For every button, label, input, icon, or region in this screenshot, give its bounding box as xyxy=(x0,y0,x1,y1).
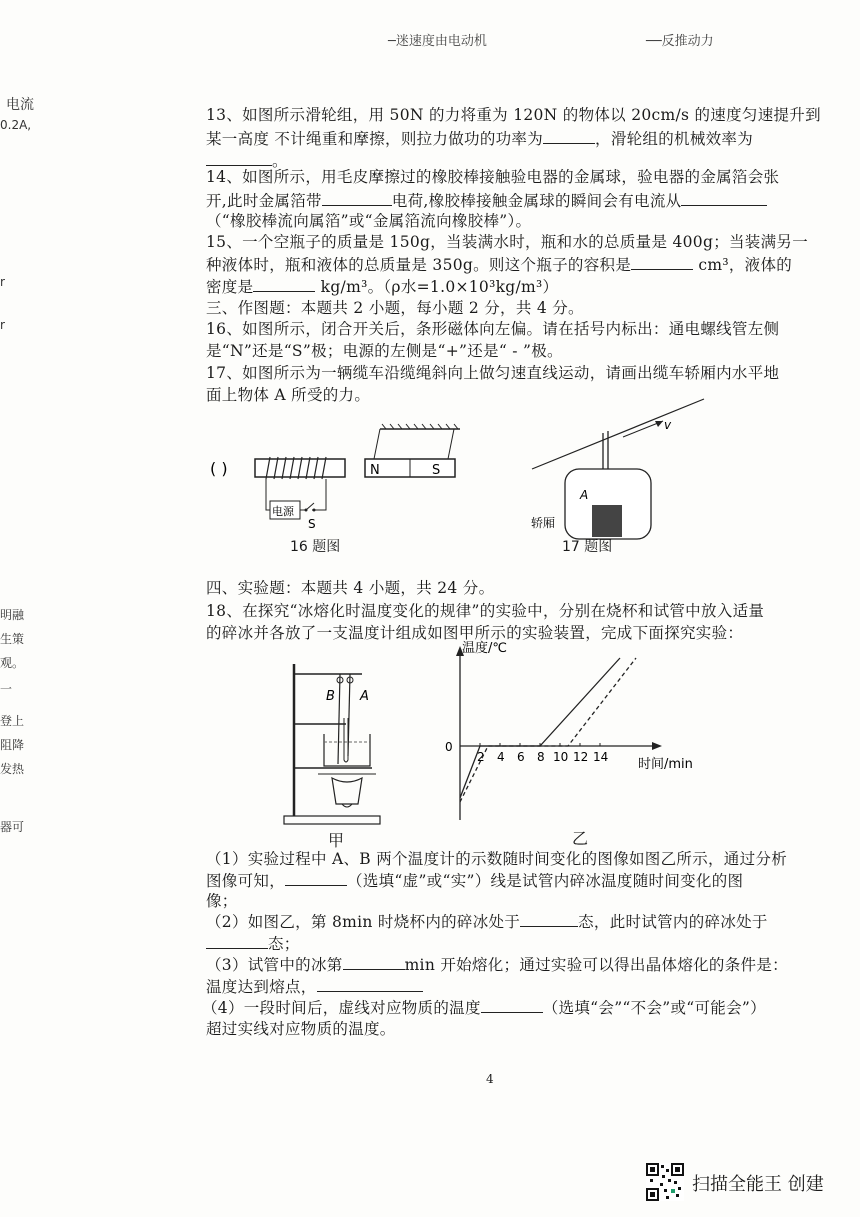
margin-fragment: 观。 xyxy=(0,656,25,670)
qr-code-icon xyxy=(646,1163,684,1201)
q18-p3-line2 xyxy=(206,975,423,998)
q14-line3: （“橡胶棒流向属箔”或“金属箔流向橡胶棒”）。 xyxy=(206,212,532,230)
solid-line xyxy=(460,658,620,798)
q18-p2-text-a: （2）如图乙，第 8min 时烧杯内的碎冰处于 xyxy=(206,913,521,931)
q13-power-blank[interactable] xyxy=(543,127,595,144)
q18-p1-text-b: （选填“虚”或“实”）线是试管内碎冰温度随时间变化的图 xyxy=(347,872,744,890)
figure-16-caption: 16 题图 xyxy=(290,539,341,555)
label-a: A xyxy=(360,689,369,704)
q13-efficiency-blank[interactable] xyxy=(206,149,272,166)
margin-fragment: 明融 xyxy=(0,608,25,622)
q14-text-a: 开,此时金属箔带 xyxy=(206,192,322,210)
q13-text-b: ，滑轮组的机械效率为 xyxy=(595,130,754,148)
x-tick-label: 14 xyxy=(593,750,609,764)
q18-p2-text-c: 态； xyxy=(268,935,300,953)
page-number: 4 xyxy=(486,1072,494,1086)
switch-arm xyxy=(306,503,314,510)
figure-jia-caption: 甲 xyxy=(328,831,345,850)
figure-17-caption: 17 题图 xyxy=(562,539,613,555)
q18-p3-blank2[interactable] xyxy=(317,975,423,992)
q18-p2-line1 xyxy=(206,910,768,933)
string-left xyxy=(374,429,380,459)
q18-line1: 18、在探究“冰熔化时温度变化的规律”的实验中，分别在烧杯和试管中放入适量 xyxy=(206,602,765,620)
q18-p4-line2: 超过实线对应物质的温度。 xyxy=(206,1020,396,1038)
q18-p4-text-b: （选填“会”“不会”或“可能会”） xyxy=(542,999,766,1017)
margin-fragment: 发热 xyxy=(0,762,25,776)
q13-end: 。 xyxy=(272,152,288,170)
q15-line2 xyxy=(206,253,792,276)
q15-density-blank[interactable] xyxy=(253,275,315,292)
cable-line xyxy=(532,399,704,469)
q18-p1-blank[interactable] xyxy=(285,869,347,886)
q15-line3 xyxy=(206,275,558,298)
q13-text-a: 某一高度 不计绳重和摩擦，则拉力做功的功率为 xyxy=(206,130,544,148)
q17-line1: 17、如图所示为一辆缆车沿缆绳斜向上做匀速直线运动，请画出缆车轿厢内水平地 xyxy=(206,364,780,382)
q18-p4-line1 xyxy=(202,996,766,1019)
x-tick-label: 2 xyxy=(477,750,485,764)
q15-text-a: 种液体时，瓶和液体的总质量是 350g。则这个瓶子的容积是 xyxy=(206,256,632,274)
q18-p4-text-a: （4）一段时间后，虚线对应物质的温度 xyxy=(202,999,481,1017)
label-b: B xyxy=(326,689,335,704)
q18-p1-line1: （1）实验过程中 A、B 两个温度计的示数随时间变化的图像如图乙所示，通过分析 xyxy=(206,850,788,868)
margin-fragment: 生策 xyxy=(0,632,25,646)
q18-p3-text-b: min 开始熔化；通过实验可以得出晶体熔化的条件是： xyxy=(404,956,788,974)
thermometer-b xyxy=(338,674,340,764)
q18-p2-line2 xyxy=(206,932,300,955)
figure-16 xyxy=(210,415,480,560)
q14-line1: 14、如图所示，用毛皮摩擦过的橡胶棒接触验电器的金属球，验电器的金属箔会张 xyxy=(206,168,780,186)
q16-line2: 是“N”还是“S”极；电源的左侧是“+”还是“ - ”极。 xyxy=(206,342,563,360)
figure-apparatus xyxy=(280,656,390,841)
header-right-fragment: ──反推动力 xyxy=(646,34,714,49)
velocity-label: v xyxy=(664,418,672,432)
x-tick-label: 4 xyxy=(497,750,505,764)
section3-heading: 三、作图题：本题共 2 小题，每小题 2 分，共 4 分。 xyxy=(206,299,584,317)
q18-p2-blank1[interactable] xyxy=(520,910,578,927)
figure-yi-caption: 乙 xyxy=(572,829,589,848)
margin-fragment: r xyxy=(0,318,5,332)
alcohol-lamp xyxy=(332,778,362,804)
q14-current-blank[interactable] xyxy=(681,189,767,206)
figure-17 xyxy=(528,395,708,540)
q15-line1: 15、一个空瓶子的质量是 150g，当装满水时，瓶和水的总质量是 400g；当装满另一 xyxy=(206,233,808,251)
q16-line1: 16、如图所示，闭合开关后，条形磁体向左偏。请在括号内标出：通电螺线管左侧 xyxy=(206,320,780,338)
q14-line2 xyxy=(206,189,767,212)
q17-line2: 面上物体 A 所受的力。 xyxy=(206,386,371,404)
q18-p1-text-a: 图像可知， xyxy=(206,872,286,890)
q18-p3-text-c: 温度达到熔点， xyxy=(206,978,317,996)
x-tick-label: 10 xyxy=(553,750,569,764)
margin-fragment: 0.2A, xyxy=(0,118,32,132)
q18-p3-text-a: （3）试管中的冰第 xyxy=(206,956,343,974)
origin-label: 0 xyxy=(445,740,453,754)
q15-text-c: 密度是 xyxy=(206,278,254,296)
q14-text-b: 电荷,橡胶棒接触金属球的瞬间会有电流从 xyxy=(391,192,682,210)
q15-text-b: cm³，液体的 xyxy=(693,256,793,274)
q18-p4-blank[interactable] xyxy=(481,996,543,1013)
margin-fragment: 登上 xyxy=(0,714,25,728)
string-right xyxy=(448,429,454,459)
magnet-n-label: N xyxy=(370,463,380,478)
y-axis-label: 温度/℃ xyxy=(462,641,507,656)
dashed-line xyxy=(460,658,636,802)
q13-line2 xyxy=(206,127,753,150)
object-a xyxy=(592,505,622,537)
figure-graph xyxy=(440,640,710,830)
object-a-label: A xyxy=(580,488,589,502)
margin-fragment: 器可 xyxy=(0,820,25,834)
x-tick-label: 12 xyxy=(573,750,589,764)
answer-bracket: ( ) xyxy=(210,459,228,478)
x-axis-label: 时间/min xyxy=(638,757,693,772)
power-label: 电源 xyxy=(272,505,294,518)
q15-text-d: kg/m³。（ρ水=1.0×10³kg/m³） xyxy=(315,278,559,296)
footer-brand: 扫描全能王 创建 xyxy=(692,1174,824,1195)
margin-fragment: 阻降 xyxy=(0,738,25,752)
margin-fragment: 一 xyxy=(0,682,13,696)
switch-label: S xyxy=(308,517,316,531)
q14-charge-blank[interactable] xyxy=(322,189,392,206)
q18-p3-line1 xyxy=(206,953,788,976)
q18-line2: 的碎冰并各放了一支温度计组成如图甲所示的实验装置，完成下面探究实验： xyxy=(206,624,744,642)
header-left-fragment: ─迷速度由电动机 xyxy=(388,34,487,49)
q15-volume-blank[interactable] xyxy=(631,253,693,270)
q18-p3-blank1[interactable] xyxy=(343,953,405,970)
margin-fragment: 电流 xyxy=(6,97,34,113)
q18-p1-line2 xyxy=(206,869,743,892)
q18-p2-blank2[interactable] xyxy=(206,932,268,949)
q18-p2-text-b: 态，此时试管内的碎冰处于 xyxy=(578,913,768,931)
cabin-label: 轿厢 xyxy=(531,516,556,530)
x-tick-label: 8 xyxy=(537,750,545,764)
q13-line1: 13、如图所示滑轮组，用 50N 的力将重为 120N 的物体以 20cm/s 的速度匀速提升到 xyxy=(206,106,821,124)
section4-heading: 四、实验题：本题共 4 小题，共 24 分。 xyxy=(206,579,495,597)
q18-p1-line3: 像； xyxy=(206,892,238,910)
margin-fragment: r xyxy=(0,275,5,289)
stand-base xyxy=(284,816,380,824)
x-tick-label: 6 xyxy=(517,750,525,764)
magnet-s-label: S xyxy=(432,463,441,478)
